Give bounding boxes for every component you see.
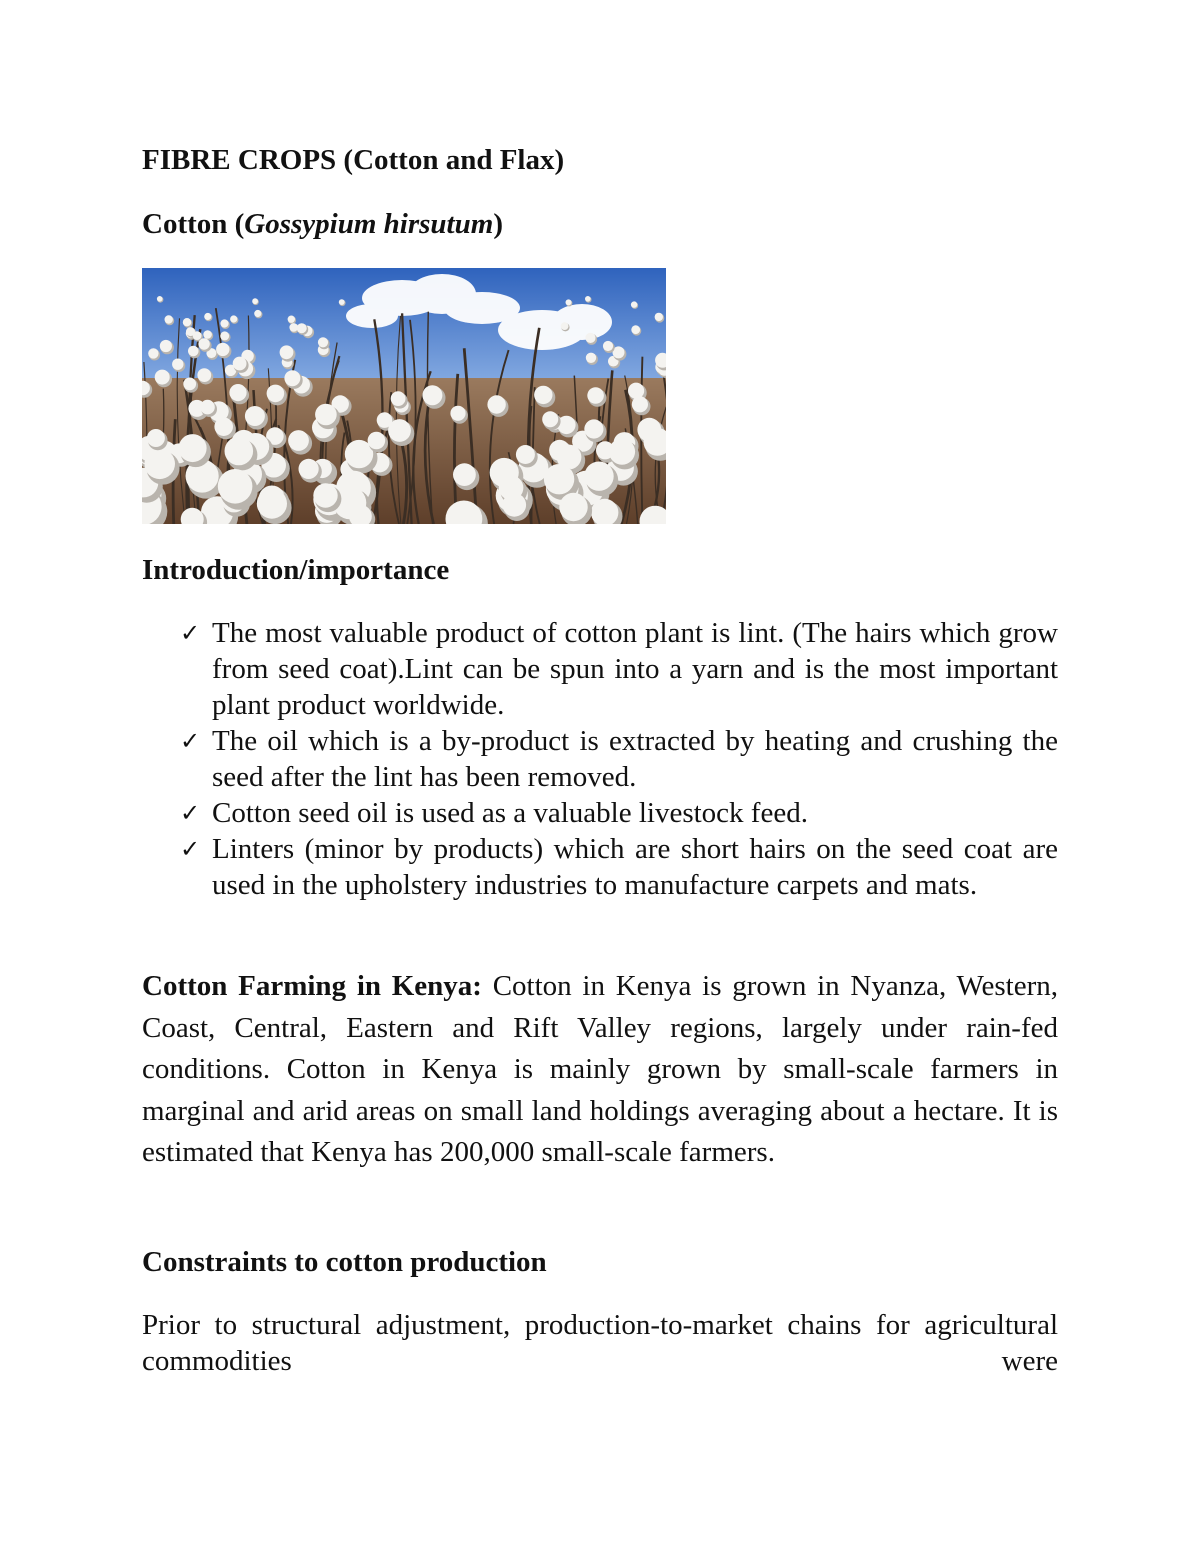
cotton-field-illustration xyxy=(142,268,666,524)
kenya-text: Cotton in Kenya is grown in Nyanza, Western, Coast, Central, Eastern and Rift Valley regions, largely under rain-fed conditions. Cotton in Kenya is mainly grown by small-scale farmers in marginal and arid areas on small land holdings averaging about a hectare. It is estimated that Kenya has 200,000 small-scale farmers. xyxy=(142,970,1058,1168)
species-name: Gossypium hirsutum xyxy=(244,208,494,240)
checkmark-icon: ✓ xyxy=(180,727,201,755)
cotton-field-photo xyxy=(142,268,666,524)
cotton-section-heading xyxy=(142,210,503,239)
document-title: FIBRE CROPS (Cotton and Flax) xyxy=(142,144,565,176)
kenya-label: Cotton Farming in Kenya: xyxy=(142,970,482,1002)
cotton-heading-suffix: ) xyxy=(493,208,503,240)
cotton-heading-prefix: Cotton ( xyxy=(142,208,245,240)
kenya-paragraph xyxy=(142,966,1058,1174)
list-item-text: The oil which is a by-product is extracted by heating and crushing the seed after the lint has been removed. xyxy=(212,725,1058,793)
importance-list xyxy=(180,615,1058,903)
checkmark-icon: ✓ xyxy=(180,835,201,863)
checkmark-icon: ✓ xyxy=(180,799,201,827)
checkmark-icon: ✓ xyxy=(180,619,201,647)
constraints-paragraph: Prior to structural adjustment, production-to-market chains for agricultural commodities were xyxy=(142,1309,1058,1377)
list-item xyxy=(180,831,1058,903)
list-item-text: Cotton seed oil is used as a valuable livestock feed. xyxy=(212,797,808,829)
list-item xyxy=(180,795,1058,831)
list-item-text: The most valuable product of cotton plant is lint. (The hairs which grow from seed coat).Lint can be spun into a yarn and is the most important plant product worldwide. xyxy=(212,617,1058,721)
introduction-heading: Introduction/importance xyxy=(142,554,450,586)
list-item-text: Linters (minor by products) which are short hairs on the seed coat are used in the upholstery industries to manufacture carpets and mats. xyxy=(212,833,1058,901)
list-item xyxy=(180,723,1058,795)
list-item xyxy=(180,615,1058,723)
constraints-heading: Constraints to cotton production xyxy=(142,1246,547,1278)
